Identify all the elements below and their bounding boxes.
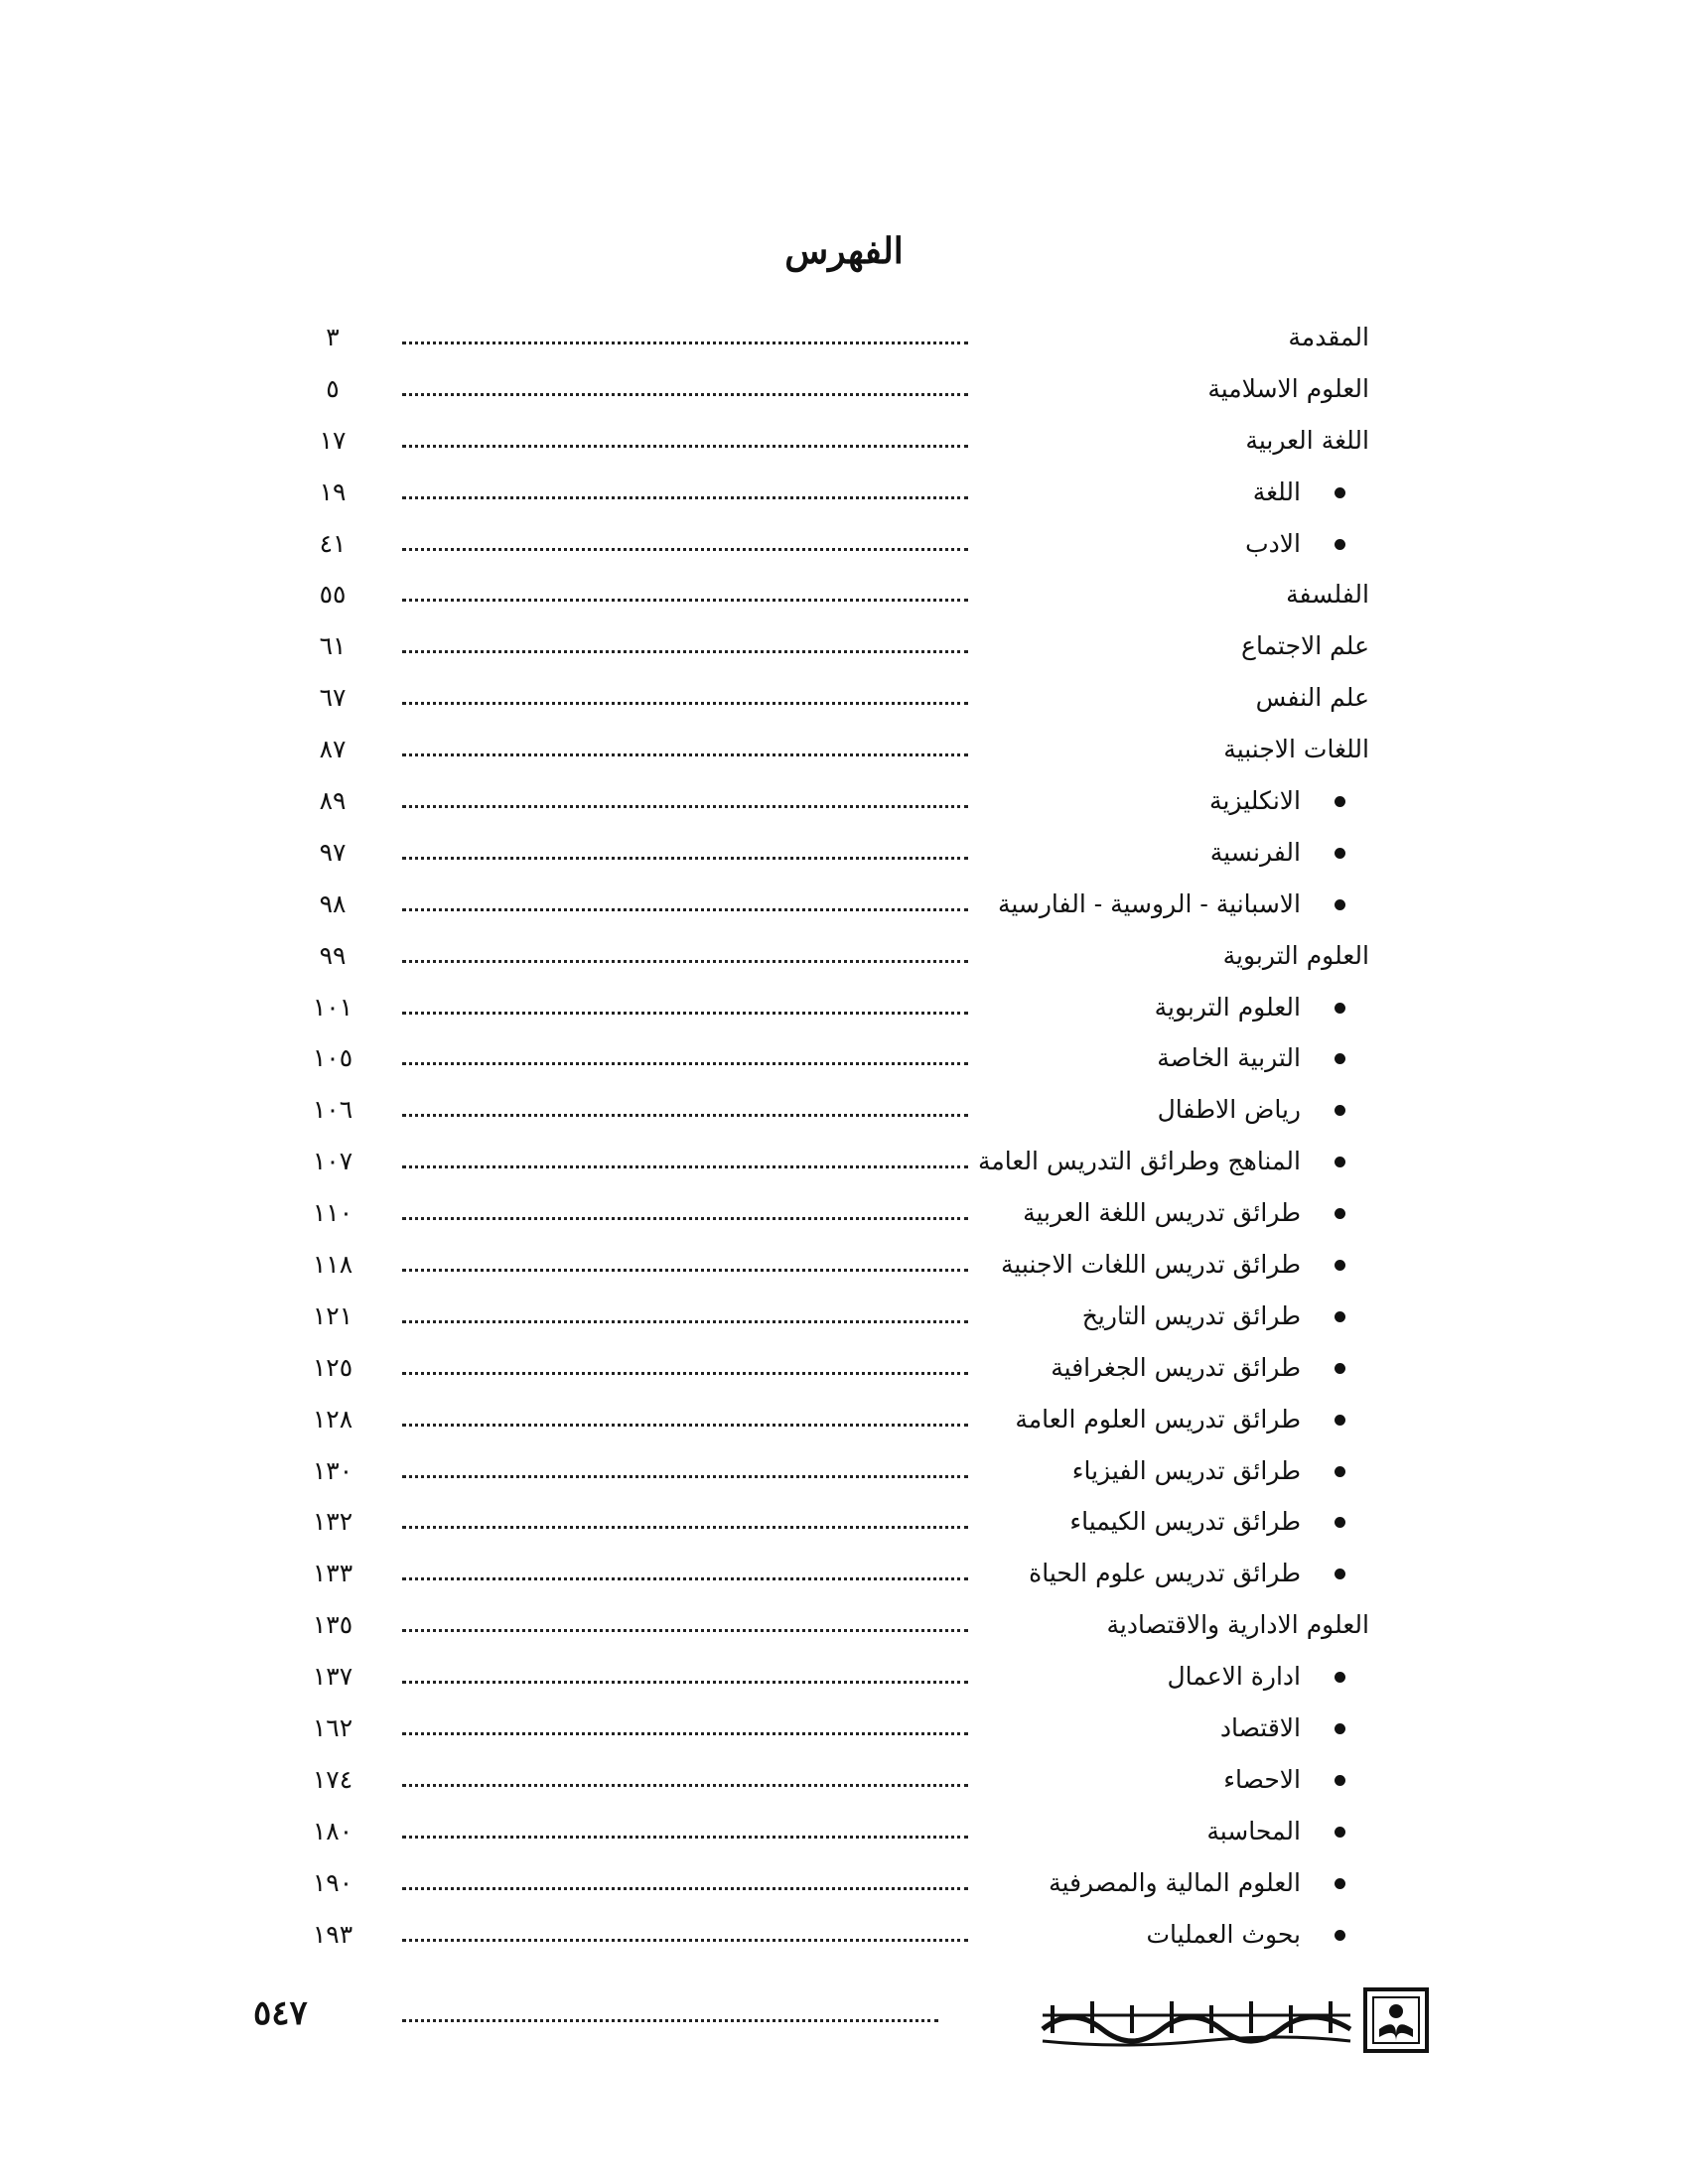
toc-entry-label: الانكليزية <box>1209 786 1301 816</box>
toc-entry-page: ١٧ <box>319 425 347 455</box>
bullet-icon <box>1335 796 1345 807</box>
toc-entry <box>0 1036 1688 1088</box>
dotted-leader <box>402 960 968 963</box>
bullet-icon <box>1335 1157 1345 1167</box>
dotted-leader <box>402 1269 968 1272</box>
dotted-leader <box>402 1475 968 1478</box>
toc-entry-page: ١٠٥ <box>312 1043 353 1073</box>
bullet-icon <box>1335 1208 1345 1219</box>
toc-entry-label: اللغة العربية <box>1245 425 1369 455</box>
bullet-icon <box>1335 1311 1345 1322</box>
bullet-icon <box>1335 487 1345 498</box>
bullet-icon <box>1335 1415 1345 1426</box>
dotted-leader <box>402 857 968 860</box>
toc-entry-label: طرائق تدريس اللغات الاجنبية <box>1000 1250 1301 1280</box>
bullet-icon <box>1335 848 1345 859</box>
toc-entry-label: العلوم الادارية والاقتصادية <box>1106 1610 1369 1640</box>
toc-entry <box>0 1191 1688 1243</box>
toc-entry-label: العلوم التربوية <box>1154 992 1301 1022</box>
bullet-icon <box>1335 1930 1345 1941</box>
toc-entry-label: المحاسبة <box>1206 1816 1301 1845</box>
dotted-leader <box>402 1012 968 1015</box>
dotted-leader <box>402 548 968 551</box>
dotted-leader <box>402 445 968 448</box>
toc-entry <box>0 1088 1688 1140</box>
toc-entry-page: ١٩٠ <box>312 1867 353 1897</box>
footer-dotted-leader <box>402 2019 938 2022</box>
toc-entry-page: ١٣٥ <box>312 1610 353 1640</box>
table-of-contents <box>0 316 1688 1965</box>
toc-entry-label: طرائق تدريس علوم الحياة <box>1029 1559 1301 1588</box>
toc-entry-page: ١٨٠ <box>312 1816 353 1845</box>
toc-entry-page: ١٠٦ <box>312 1095 353 1125</box>
toc-entry-label: الاقتصاد <box>1219 1713 1301 1743</box>
library-logo <box>1033 1985 1440 2055</box>
toc-entry-label: الفرنسية <box>1209 837 1301 867</box>
toc-entry <box>0 986 1688 1037</box>
toc-entry <box>0 779 1688 831</box>
bullet-icon <box>1335 1775 1345 1786</box>
toc-entry <box>0 316 1688 367</box>
toc-entry-page: ٦٧ <box>319 683 347 713</box>
toc-entry <box>0 831 1688 883</box>
dotted-leader <box>402 650 968 653</box>
bullet-icon <box>1335 1517 1345 1528</box>
toc-entry <box>0 1500 1688 1552</box>
toc-entry-label: الاسبانية - الروسية - الفارسية <box>997 888 1301 918</box>
toc-entry-page: ٩٩ <box>319 940 347 970</box>
toc-entry <box>0 624 1688 676</box>
toc-entry <box>0 1140 1688 1191</box>
dotted-leader <box>402 1217 968 1220</box>
toc-entry-page: ٩٨ <box>319 888 347 918</box>
bullet-icon <box>1335 1878 1345 1889</box>
toc-entry <box>0 883 1688 934</box>
bullet-icon <box>1335 1260 1345 1271</box>
bullet-icon <box>1335 1723 1345 1734</box>
toc-entry-label: طرائق تدريس الجغرافية <box>1051 1352 1301 1382</box>
dotted-leader <box>402 1165 968 1168</box>
dotted-leader <box>402 1784 968 1787</box>
toc-entry-page: ١٧٤ <box>312 1764 353 1794</box>
dotted-leader <box>402 1887 968 1890</box>
toc-entry <box>0 1913 1688 1965</box>
toc-entry-page: ١٢١ <box>312 1300 353 1330</box>
toc-entry-label: المناهج وطرائق التدريس العامة <box>977 1147 1301 1176</box>
toc-entry <box>0 1449 1688 1501</box>
toc-entry-label: التربية الخاصة <box>1157 1043 1301 1073</box>
dotted-leader <box>402 1372 968 1375</box>
toc-entry-label: طرائق تدريس الفيزياء <box>1071 1455 1301 1485</box>
toc-entry-label: علم النفس <box>1255 683 1369 713</box>
dotted-leader <box>402 1062 968 1065</box>
toc-entry <box>0 1603 1688 1655</box>
dotted-leader <box>402 805 968 808</box>
toc-entry-page: ١٩٣ <box>312 1919 353 1949</box>
toc-entry-label: ادارة الاعمال <box>1167 1662 1301 1692</box>
toc-entry-page: ١٠١ <box>312 992 353 1022</box>
toc-entry-page: ٦١ <box>319 631 347 661</box>
dotted-leader <box>402 1114 968 1117</box>
bullet-icon <box>1335 1466 1345 1477</box>
toc-entry-label: العلوم التربوية <box>1222 940 1369 970</box>
bullet-icon <box>1335 1053 1345 1064</box>
dotted-leader <box>402 1526 968 1529</box>
toc-entry-page: ٨٩ <box>319 786 347 816</box>
toc-entry <box>0 1861 1688 1913</box>
dotted-leader <box>402 1320 968 1323</box>
toc-entry-page: ١٩ <box>319 477 347 506</box>
dotted-leader <box>402 496 968 499</box>
dotted-leader <box>402 1681 968 1684</box>
toc-entry <box>0 1810 1688 1861</box>
toc-entry <box>0 522 1688 574</box>
toc-entry-page: ٥ <box>326 373 340 403</box>
toc-entry <box>0 1706 1688 1758</box>
dotted-leader <box>402 908 968 911</box>
footer-page-number: ٥٤٧ <box>253 1993 308 2033</box>
toc-entry-page: ١٢٨ <box>312 1404 353 1433</box>
toc-entry-label: الادب <box>1245 528 1301 558</box>
dotted-leader <box>402 1577 968 1580</box>
toc-entry-label: المقدمة <box>1288 323 1369 351</box>
dotted-leader <box>402 393 968 396</box>
toc-entry-label: بحوث العمليات <box>1146 1919 1301 1949</box>
dotted-leader <box>402 1424 968 1427</box>
toc-entry-label: الاحصاء <box>1223 1764 1301 1794</box>
bullet-icon <box>1335 1827 1345 1838</box>
bullet-icon <box>1335 1672 1345 1683</box>
bullet-icon <box>1335 539 1345 550</box>
toc-entry-page: ٥٥ <box>319 580 347 610</box>
dotted-leader <box>402 341 968 344</box>
toc-entry <box>0 1398 1688 1449</box>
toc-entry-label: طرائق تدريس اللغة العربية <box>1023 1198 1301 1228</box>
dotted-leader <box>402 702 968 705</box>
toc-entry-label: العلوم الاسلامية <box>1207 373 1369 403</box>
toc-entry-page: ١٣٠ <box>312 1455 353 1485</box>
toc-entry-label: طرائق تدريس الكيمياء <box>1069 1507 1301 1537</box>
dotted-leader <box>402 1939 968 1942</box>
toc-entry-page: ١٣٢ <box>312 1507 353 1537</box>
bullet-icon <box>1335 1363 1345 1374</box>
toc-entry <box>0 728 1688 779</box>
toc-entry-page: ١٦٢ <box>312 1713 353 1743</box>
toc-entry <box>0 1295 1688 1346</box>
toc-entry <box>0 1346 1688 1398</box>
toc-entry-label: العلوم المالية والمصرفية <box>1049 1867 1301 1897</box>
dotted-leader <box>402 753 968 756</box>
toc-entry <box>0 1655 1688 1706</box>
toc-entry <box>0 419 1688 471</box>
toc-entry <box>0 471 1688 522</box>
dotted-leader <box>402 1836 968 1839</box>
toc-entry-label: اللغات الاجنبية <box>1223 735 1369 764</box>
toc-entry-label: علم الاجتماع <box>1241 631 1369 661</box>
toc-entry <box>0 1243 1688 1295</box>
toc-entry-label: اللغة <box>1252 477 1301 506</box>
toc-entry-label: طرائق تدريس العلوم العامة <box>1015 1404 1301 1433</box>
toc-entry-page: ١٣٧ <box>312 1662 353 1692</box>
dotted-leader <box>402 1629 968 1632</box>
toc-entry-label: رياض الاطفال <box>1157 1095 1301 1125</box>
toc-entry-page: ١٣٣ <box>312 1559 353 1588</box>
toc-entry <box>0 676 1688 728</box>
toc-entry-page: ٨٧ <box>319 735 347 764</box>
toc-entry-page: ٤١ <box>319 528 347 558</box>
toc-entry-page: ٣ <box>326 323 340 351</box>
bullet-icon <box>1335 1569 1345 1579</box>
toc-entry <box>0 1758 1688 1810</box>
bullet-icon <box>1335 899 1345 910</box>
toc-entry-page: ١١٨ <box>312 1250 353 1280</box>
toc-entry-label: الفلسفة <box>1286 580 1369 610</box>
dotted-leader <box>402 599 968 602</box>
toc-entry <box>0 367 1688 419</box>
toc-entry <box>0 573 1688 624</box>
dotted-leader <box>402 1732 968 1735</box>
toc-entry-page: ٩٧ <box>319 837 347 867</box>
toc-entry <box>0 1552 1688 1603</box>
page-title: الفهرس <box>784 230 904 272</box>
toc-entry-page: ١١٠ <box>312 1198 353 1228</box>
toc-entry <box>0 934 1688 986</box>
toc-entry-page: ١٠٧ <box>312 1147 353 1176</box>
toc-entry-label: طرائق تدريس التاريخ <box>1081 1300 1301 1330</box>
bullet-icon <box>1335 1105 1345 1116</box>
bullet-icon <box>1335 1003 1345 1014</box>
toc-entry-page: ١٢٥ <box>312 1352 353 1382</box>
